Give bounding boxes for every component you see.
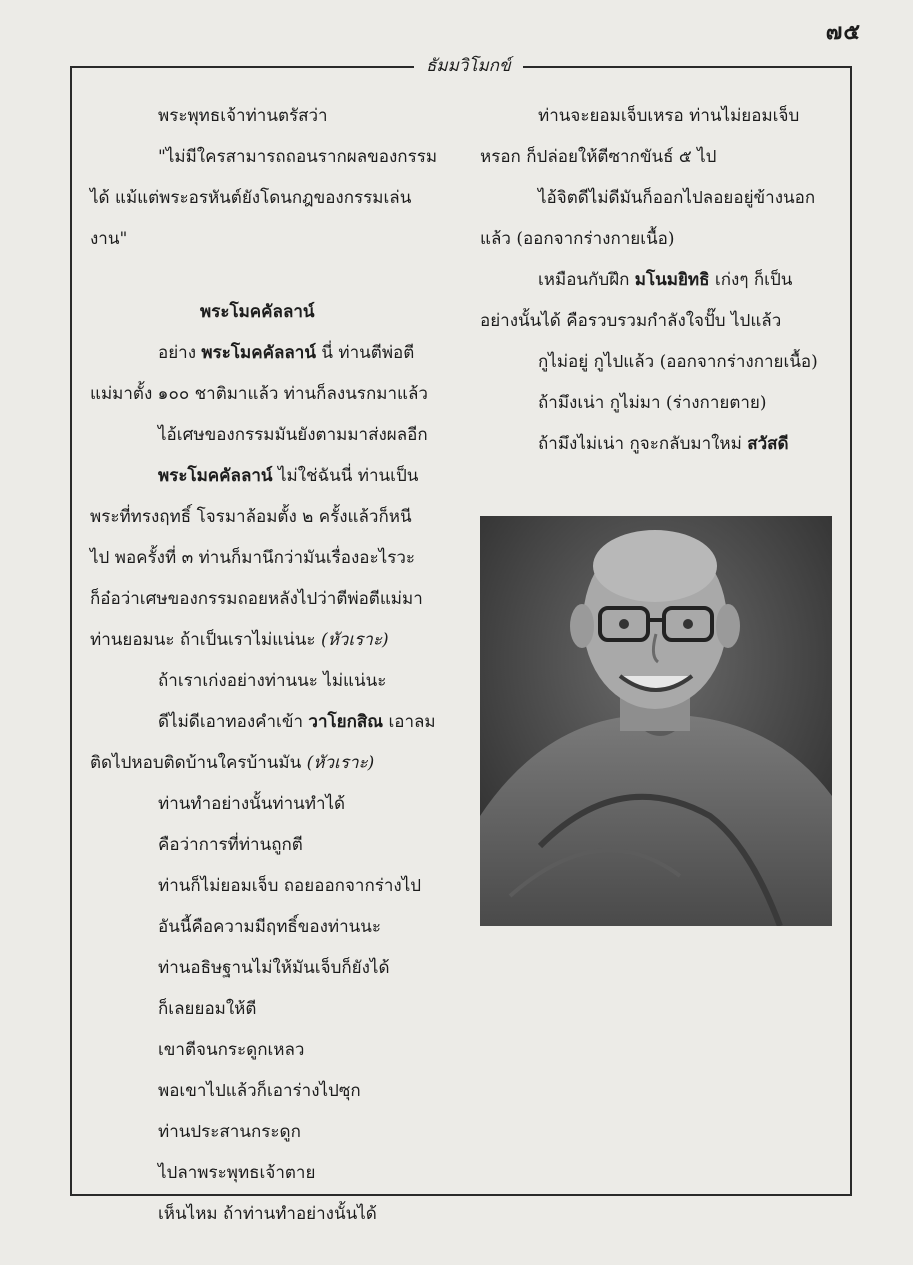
left-column-line: [158, 465, 418, 487]
text-run: ถ้ามึงเน่า กูไม่มา (ร่างกายตาย): [538, 393, 767, 413]
text-run: เก่งๆ ก็เป็น: [709, 270, 793, 290]
italic-note: (หัวเราะ): [306, 753, 375, 773]
bold-term: สวัสดี: [747, 434, 789, 454]
bold-term: มโนมยิทธิ: [634, 270, 710, 290]
text-run: ท่านก็ไม่ยอมเจ็บ ถอยออกจากร่างไป: [158, 876, 422, 896]
right-column-line: [538, 187, 815, 209]
bold-term: วาโยกสิณ: [308, 712, 384, 732]
monk-photo: [480, 516, 832, 926]
left-column-line: [158, 1121, 301, 1143]
page-number: ๗๕: [825, 19, 861, 45]
text-run: พระโมคคัลลาน์: [200, 302, 315, 322]
left-column-line: [158, 1203, 377, 1225]
text-run: พอเขาไปแล้วก็เอาร่างไปซุก: [158, 1081, 361, 1101]
left-column-line: [158, 1162, 315, 1184]
left-column-line: [158, 342, 414, 364]
left-column-line: [90, 588, 423, 610]
text-run: ถ้ามึงไม่เน่า กูจะกลับมาใหม่: [538, 434, 748, 454]
left-column-line: [90, 506, 412, 528]
text-run: กูไม่อยู่ กูไปแล้ว (ออกจากร่างกายเนื้อ): [538, 352, 818, 372]
text-run: ก็อ๋อว่าเศษของกรรมถอยหลังไปว่าตีพ่อตีแม่มา: [90, 589, 423, 609]
left-column-line: [158, 834, 303, 856]
left-column-line: [90, 228, 127, 250]
left-column-line: [158, 957, 390, 979]
text-run: คือว่าการที่ท่านถูกตี: [158, 835, 303, 855]
text-run: แม่มาตั้ง ๑๐๐ ชาติมาแล้ว ท่านก็ลงนรกมาแล้ว: [90, 384, 428, 404]
bold-term: พระโมคคัลลาน์: [201, 343, 316, 363]
text-run: ได้ แม้แต่พระอรหันต์ยังโดนกฎของกรรมเล่น: [90, 188, 412, 208]
left-column-line: [90, 547, 415, 569]
left-column-line: [158, 998, 256, 1020]
left-column-line: [200, 301, 315, 323]
left-column-line: [90, 383, 428, 405]
right-column-line: [480, 228, 675, 250]
text-run: ท่านอธิษฐานไม่ให้มันเจ็บก็ยังได้: [158, 958, 390, 978]
text-run: ไปลาพระพุทธเจ้าตาย: [158, 1163, 316, 1183]
text-run: ท่านจะยอมเจ็บเหรอ ท่านไม่ยอมเจ็บ: [538, 106, 800, 126]
right-column-line: [538, 105, 799, 127]
left-column-line: [90, 187, 411, 209]
text-run: แล้ว (ออกจากร่างกายเนื้อ): [480, 229, 675, 249]
text-run: พระพุทธเจ้าท่านตรัสว่า: [158, 106, 328, 126]
right-column-line: [480, 310, 781, 332]
left-column-line: [158, 916, 381, 938]
left-column-line: [90, 752, 374, 774]
text-run: หรอก ก็ปล่อยให้ตีซากขันธ์ ๕ ไป: [480, 147, 717, 167]
left-column-line: [158, 875, 421, 897]
left-column-line: [158, 424, 428, 446]
text-run: เขาตีจนกระดูกเหลว: [158, 1040, 305, 1060]
italic-note: (หัวเราะ): [320, 630, 389, 650]
right-column-line: [480, 146, 716, 168]
left-column-line: [158, 146, 437, 168]
text-run: เหมือนกับฝึก: [538, 270, 635, 290]
left-column-line: [158, 711, 436, 733]
text-run: พระที่ทรงฤทธิ์ โจรมาล้อมตั้ง ๒ ครั้งแล้วก็หนี: [90, 507, 412, 527]
left-column-line: [158, 1080, 361, 1102]
right-column-line: [538, 392, 767, 414]
text-run: ก็เลยยอมให้ตี: [158, 999, 257, 1019]
text-run: ติดไปหอบติดบ้านใครบ้านมัน: [90, 753, 307, 773]
text-run: ดีไม่ดีเอาทองคำเข้า: [158, 712, 309, 732]
text-run: ไม่ใช่ฉันนี่ ท่านเป็น: [272, 466, 419, 486]
text-run: ถ้าเราเก่งอย่างท่านนะ ไม่แน่นะ: [158, 671, 387, 691]
text-run: เอาลม: [383, 712, 436, 732]
text-run: งาน": [90, 229, 128, 249]
text-run: ท่านทำอย่างนั้นท่านทำได้: [158, 794, 346, 814]
right-column-line: [538, 351, 818, 373]
text-run: "ไม่มีใครสามารถถอนรากผลของกรรม: [158, 147, 438, 167]
text-run: ไอ้จิตดีไม่ดีมันก็ออกไปลอยอยู่ข้างนอก: [538, 188, 816, 208]
left-column-line: [90, 629, 389, 651]
text-run: อย่างนั้นได้ คือรวบรวมกำลังใจปั๊บ ไปแล้ว: [480, 311, 782, 331]
left-column-line: [158, 1039, 304, 1061]
text-run: เห็นไหม ถ้าท่านทำอย่างนั้นได้: [158, 1204, 377, 1224]
text-run: อย่าง: [158, 343, 202, 363]
bold-term: พระโมคคัลลาน์: [158, 466, 273, 486]
text-run: ไอ้เศษของกรรมมันยังตามมาส่งผลอีก: [158, 425, 428, 445]
right-column-line: [538, 269, 792, 291]
left-column-line: [158, 793, 345, 815]
text-run: ไป พอครั้งที่ ๓ ท่านก็มานึกว่ามันเรื่องอะไรวะ: [90, 548, 416, 568]
text-run: ท่านประสานกระดูก: [158, 1122, 301, 1142]
text-run: อันนี้คือความมีฤทธิ์ของท่านนะ: [158, 917, 382, 937]
text-run: นี่ ท่านตีพ่อตี: [315, 343, 415, 363]
left-column-line: [158, 105, 328, 127]
running-header: ธัมมวิโมกข์: [414, 52, 523, 79]
text-run: ท่านยอมนะ ถ้าเป็นเราไม่แน่นะ: [90, 630, 321, 650]
left-column-line: [158, 670, 386, 692]
right-column-line: [538, 433, 789, 455]
